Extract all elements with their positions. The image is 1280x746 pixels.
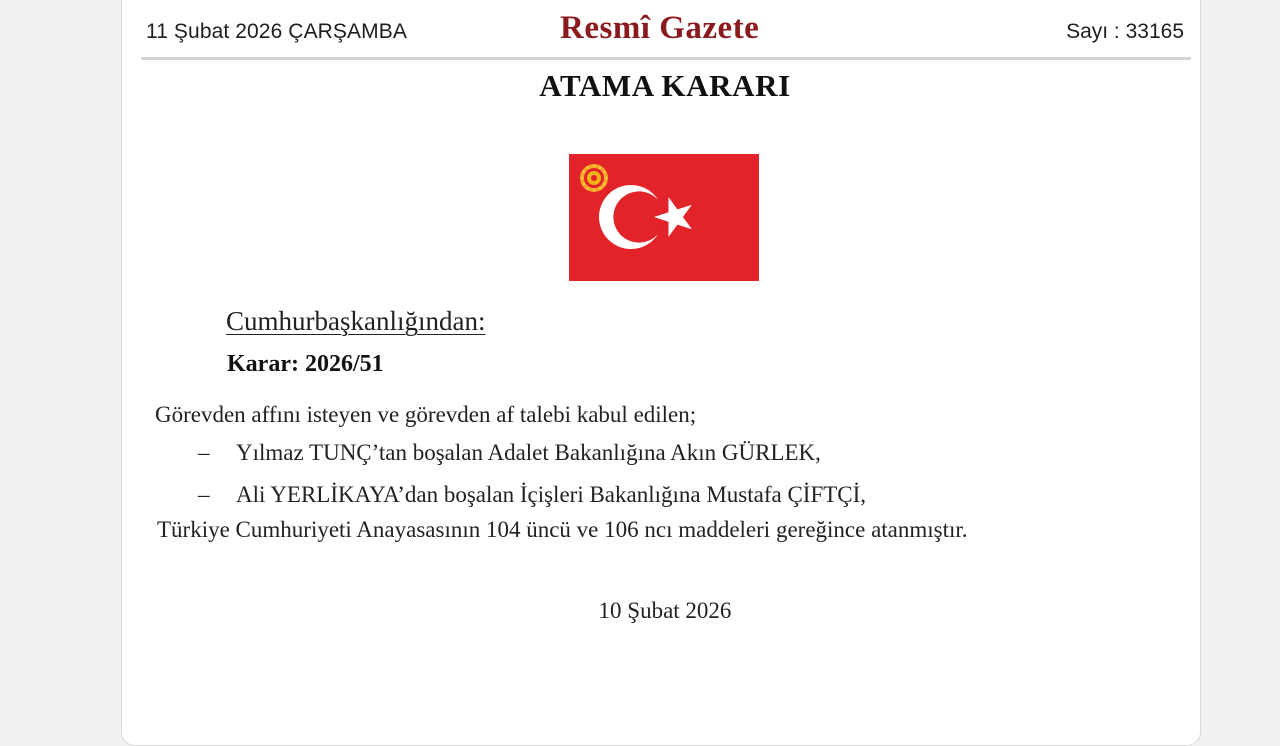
list-item	[198, 482, 866, 508]
list-marker: –	[198, 440, 210, 465]
closing-paragraph: Türkiye Cumhuriyeti Anayasasının 104 üncü ve 106 ncı maddeleri gereğince atanmıştır.	[157, 517, 968, 542]
issuing-authority: Cumhurbaşkanlığından:	[226, 306, 486, 336]
appointment-text: Ali YERLİKAYA’dan boşalan İçişleri Bakanlığına Mustafa ÇİFTÇİ,	[236, 482, 867, 507]
list-marker: –	[198, 482, 210, 507]
document-title: ATAMA KARARI	[539, 68, 791, 103]
list-item	[198, 440, 821, 466]
decision-number: Karar: 2026/51	[227, 351, 384, 377]
appointment-text: Yılmaz TUNÇ’tan boşalan Adalet Bakanlığına Akın GÜRLEK,	[236, 440, 821, 465]
masthead-title: Resmî Gazete	[560, 10, 760, 46]
intro-paragraph: Görevden affını isteyen ve görevden af talebi kabul edilen;	[155, 402, 697, 427]
presidential-seal-icon	[580, 164, 608, 192]
issue-number: Sayı : 33165	[1066, 20, 1184, 43]
header-divider	[141, 57, 1191, 60]
signed-date: 10 Şubat 2026	[598, 598, 732, 623]
header-date: 11 Şubat 2026 ÇARŞAMBA	[146, 20, 407, 43]
turkish-flag-icon	[569, 154, 759, 281]
